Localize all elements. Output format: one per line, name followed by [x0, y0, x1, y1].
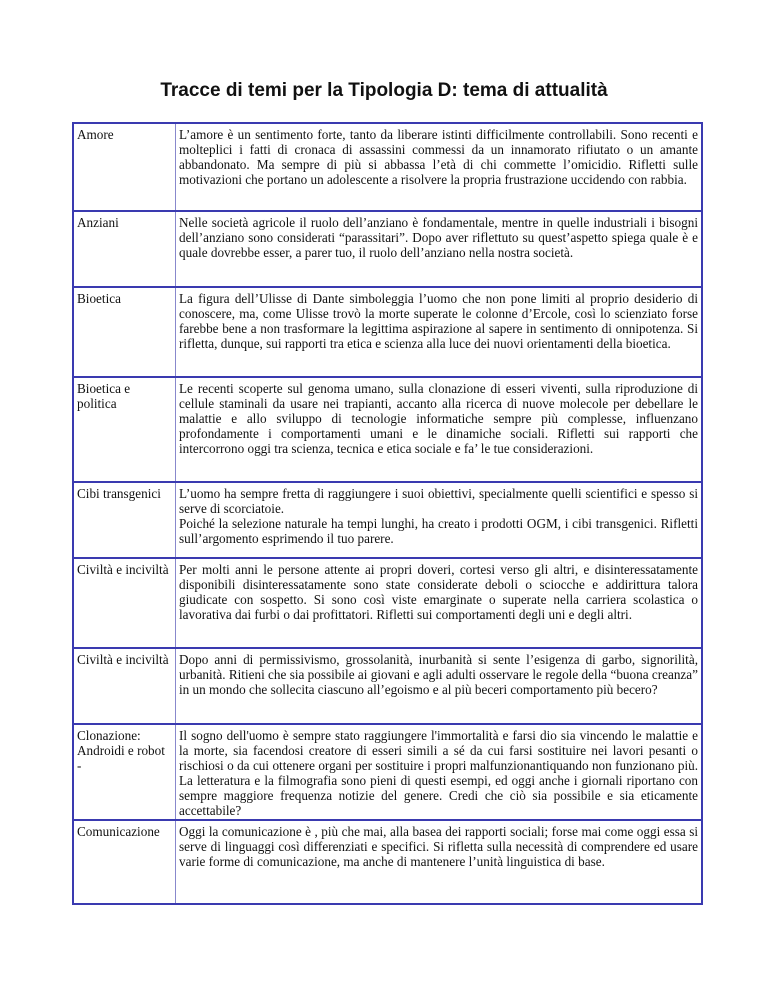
table-row [73, 724, 702, 820]
topic-label: Comunicazione [73, 820, 176, 904]
table-row [73, 648, 702, 724]
table-row [73, 211, 702, 287]
table-row [73, 123, 702, 211]
topics-table [72, 122, 703, 905]
topic-text: L’amore è un sentimento forte, tanto da liberare istinti difficilmente controllabili. Sono recenti e molteplici i fatti di cronaca di assassini commessi da un innamorato rifiutato o un amante abbandonato. Ma sempre di più si abbassa l’età di chi commette l’omicidio. Rifletti sulle motivazioni che portano un adolescente a risolvere la propria frustrazione uccidendo con rabbia. [176, 123, 703, 211]
topic-text: Le recenti scoperte sul genoma umano, sulla clonazione di esseri viventi, sulla riproduzione di cellule staminali da usare nei trapianti, accanto alla ricerca di nuove molecole per debellare le malattie e allo sviluppo di tecnologie informatiche sempre più complesse, influenzano profondamente i comportamenti umani e le dinamiche sociali. Rifletti sui rapporti che intercorrono oggi tra scienza, tecnica e etica sociale e fa’ le tue considerazioni. [176, 377, 703, 482]
topic-label: Cibi transgenici [73, 482, 176, 558]
topic-text-paragraph: Poiché la selezione naturale ha tempi lunghi, ha creato i prodotti OGM, i cibi transgenici. Rifletti sull’argomento esprimendo il tuo parere. [179, 516, 698, 546]
topic-label: Anziani [73, 211, 176, 287]
topic-text: Oggi la comunicazione è , più che mai, alla basea dei rapporti sociali; forse mai come oggi essa si serve di linguaggi così differenziati e specifici. Si rifletta sulla necessità di comprendere ed usare varie forme di comunicazione, ma anche di mantenere l’unità linguistica di base. [176, 820, 703, 904]
table-row [73, 287, 702, 377]
topic-label: Civiltà e inciviltà [73, 648, 176, 724]
topic-label: Amore [73, 123, 176, 211]
topic-label: Bioetica e politica [73, 377, 176, 482]
table-row [73, 377, 702, 482]
topic-text: Il sogno dell'uomo è sempre stato raggiungere l'immortalità e farsi dio sia vincendo le malattie e la morte, sia facendosi creatore di esseri simili a sé da cui farsi sostituire nei lavori pesanti o rischiosi o da cui ottenere organi per sostituire i propri malfunzionantiquando non funzionano più. La letteratura e la filmografia sono pieni di questi esempi, ed oggi anche i giornali riportano con sempre maggiore frequenza notizie del genere. Credi che ciò sia possibile e sia eticamente accettabile? [176, 724, 703, 820]
topic-text: Nelle società agricole il ruolo dell’anziano è fondamentale, mentre in quelle industriali i bisogni dell’anziano sono considerati “parassitari”. Dopo aver riflettuto su quest’aspetto spiega quale è e quale dovrebbe esser, a parer tuo, il ruolo dell’anziano nella nostra società. [176, 211, 703, 287]
topic-label: Civiltà e inciviltà [73, 558, 176, 648]
table-row [73, 558, 702, 648]
topic-label: Bioetica [73, 287, 176, 377]
topic-text: La figura dell’Ulisse di Dante simboleggia l’uomo che non pone limiti al proprio desiderio di conoscere, ma, come Ulisse trovò la morte superate le colonne d’Ercole, così lo scienziato forse farebbe bene a non trasformare la legittima aspirazione al sapere in sentimento di onnipotenza. Si rifletta, dunque, sui rapporti tra etica e scienza alla luce dei nuovi orientamenti della bioetica. [176, 287, 703, 377]
topic-text: Dopo anni di permissivismo, grossolanità, inurbanità si sente l’esigenza di garbo, signorilità, urbanità. Ritieni che sia possibile ai giovani e agli adulti osservare le regole della “buona creanza” in un mondo che sollecita ciascuno all’egoismo e al più beceri comportamento più becero? [176, 648, 703, 724]
topic-label: Clonazione: Androidi e robot - [73, 724, 176, 820]
table-row [73, 820, 702, 904]
topic-text: Per molti anni le persone attente ai propri doveri, cortesi verso gli altri, e disinteressatamente disponibili disinteressatamente sono state considerate deboli o sciocche e addirittura talora giudicate con sospetto. Si sono così viste emarginate o superate nella carriera scolastica o lavorativa dai furbi o dai profittatori. Rifletti sui comportamenti degli uni e degli altri. [176, 558, 703, 648]
table-row [73, 482, 702, 558]
page-title: Tracce di temi per la Tipologia D: tema di attualità [160, 80, 608, 101]
topic-text [176, 482, 703, 558]
topic-text-paragraph: L’uomo ha sempre fretta di raggiungere i suoi obiettivi, specialmente quelli scientifici e spesso si serve di scorciatoie. [179, 486, 698, 516]
